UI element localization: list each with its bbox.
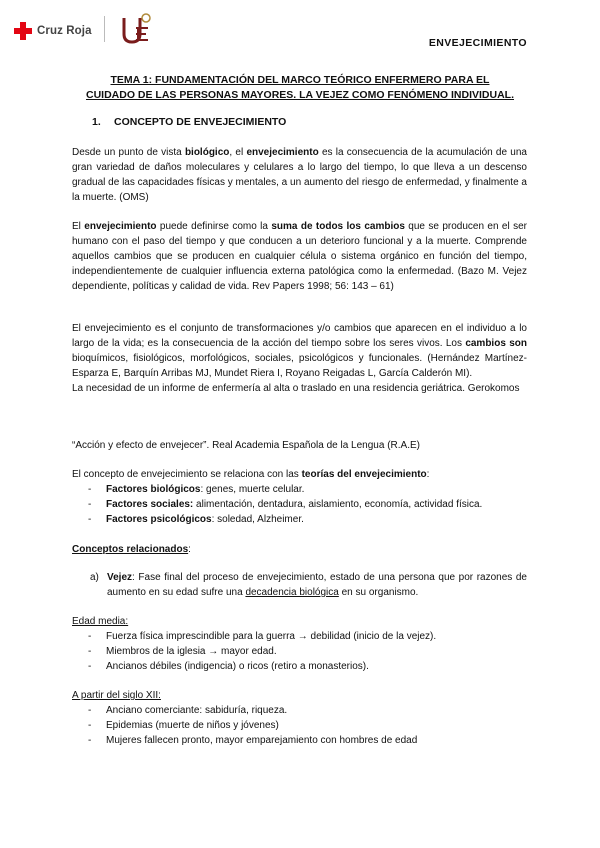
text-run: en su organismo. [338, 587, 419, 598]
bold-run: cambios son [465, 338, 527, 349]
list-item [88, 718, 279, 733]
list-item [88, 733, 417, 748]
paragraph-hernandez [72, 321, 527, 396]
paragraph-rae: “Acción y efecto de envejecer”. Real Academia Española de la Lengua (R.A.E) [72, 440, 420, 451]
section-heading [92, 116, 286, 128]
list-item [88, 482, 304, 497]
text-run: : [426, 469, 430, 480]
vejez-definition [107, 570, 527, 600]
text-run: Mujeres fallecen pronto, mayor emparejamiento con hombres de edad [106, 735, 418, 746]
cruz-roja-logo [14, 20, 92, 42]
paragraph-bazo [72, 219, 527, 294]
red-cross-icon [14, 22, 32, 40]
university-seal-icon [116, 10, 154, 48]
document-header-title: ENVEJECIMIENTO [428, 37, 527, 49]
text-run: Fuerza física imprescindible para la guerra → debilidad (inicio de la vejez). [106, 631, 437, 642]
text-run: : soledad, Alzheimer. [211, 514, 304, 525]
edad-media-heading: Edad media: [72, 616, 129, 627]
bold-run: teorías del envejecimiento [301, 469, 427, 480]
logo-divider [104, 16, 105, 42]
bullet-dash: - [88, 499, 92, 510]
bullet-dash: - [88, 705, 92, 716]
bold-run: Conceptos relacionados [72, 544, 189, 555]
text-run: Ancianos débiles (indigencia) o ricos (retiro a monasterios). [106, 661, 369, 672]
bold-run: suma de todos los cambios [271, 221, 405, 232]
text-run: bioquímicos, fisiológicos, morfológicos, sociales, psicológicos y funcionales. (Hernández Martínez-Esparza E, Barquín Arribas MJ, Mundet Riera I, Royano Reigadas L, García Calderón MI). [72, 353, 527, 379]
text-run: es la consecuencia de la acumulación de una gran variedad de daños moleculares y celulares a lo largo del tiempo, lo que lleva a un descenso gradual de las capacidades físicas y mentales, a un aumento del riesgo de enfermedad, y finalmente a la muerte. (OMS) [72, 147, 527, 203]
tema-title [72, 73, 528, 103]
bold-run: biológico [184, 147, 230, 158]
bullet-dash: - [88, 661, 92, 672]
text-run: puede definirse como la [156, 221, 272, 232]
bullet-dash: - [88, 646, 92, 657]
bullet-dash: - [88, 631, 92, 642]
text-run: El concepto de envejecimiento se relaciona con las [72, 469, 302, 480]
list-item [88, 512, 304, 527]
siglo-xii-heading: A partir del siglo XII: [72, 690, 161, 701]
section-title: CONCEPTO DE ENVEJECIMIENTO [114, 116, 287, 128]
bold-run: envejecimiento [246, 147, 319, 158]
bullet-dash: - [88, 720, 92, 731]
cruz-roja-label: Cruz Roja [37, 25, 92, 37]
paragraph-oms [72, 145, 527, 205]
bold-run: envejecimiento [84, 221, 157, 232]
bullet-dash: - [88, 484, 92, 495]
list-item [88, 659, 369, 674]
text-run: La necesidad de un informe de enfermería al alta o traslado en una residencia geriátrica. Gerokomos [72, 383, 520, 394]
text-run: alimentación, dentadura, aislamiento, economía, actividad física. [193, 499, 483, 510]
text-run: Anciano comerciante: sabiduría, riqueza. [106, 705, 288, 716]
text-run: Miembros de la iglesia → mayor edad. [106, 646, 277, 657]
bold-run: Factores sociales: [106, 499, 194, 510]
bullet-dash: - [88, 514, 92, 525]
text-run: El [72, 221, 85, 232]
conceptos-heading [72, 542, 527, 557]
text-run: , el [229, 147, 247, 158]
list-item [88, 497, 482, 512]
text-run: Desde un punto de vista [72, 147, 185, 158]
text-run: : Fase final del proceso de envejecimiento, estado de una persona que por razones de aumento en su edad sufre una [107, 572, 527, 598]
tema-title-line1: TEMA 1: FUNDAMENTACIÓN DEL MARCO TEÓRICO ENFERMERO PARA EL [110, 74, 490, 86]
list-item [88, 703, 287, 718]
bold-run: Vejez [107, 572, 133, 583]
text-run: El envejecimiento es el conjunto de transformaciones y/o cambios que aparecen en el individuo a lo largo de la vida; es la consecuencia de la acción del tiempo sobre los seres vivos. Los [72, 323, 527, 349]
section-number: 1. [92, 116, 101, 128]
list-item [88, 629, 436, 644]
vejez-marker: a) [90, 572, 99, 583]
text-run: Epidemias (muerte de niños y jóvenes) [106, 720, 279, 731]
text-run: : [188, 544, 191, 555]
bold-run: Factores biológicos [106, 484, 201, 495]
tema-title-line2: CUIDADO DE LAS PERSONAS MAYORES. LA VEJEZ COMO FENÓMENO INDIVIDUAL. [85, 89, 514, 101]
bullet-dash: - [88, 735, 92, 746]
bold-run: Factores psicológicos [106, 514, 212, 525]
text-run: : genes, muerte celular. [200, 484, 305, 495]
text-run: que se producen en el ser humano con el paso del tiempo y que conducen a un deterioro funcional y a la muerte. Comprende aquellos cambios que se producen en cualquier célula o sistema orgánico en función del tiempo, independientemente de cualquier influencia externa patológica como la enfermedad. (Bazo M. Vejez dependiente, políticas y calidad de vida. Rev Papers 1998; 56: 143 – 61) [72, 221, 527, 292]
underlined-run: decadencia biológica [245, 587, 339, 598]
paragraph-teorias [72, 467, 527, 482]
list-item [88, 644, 277, 659]
